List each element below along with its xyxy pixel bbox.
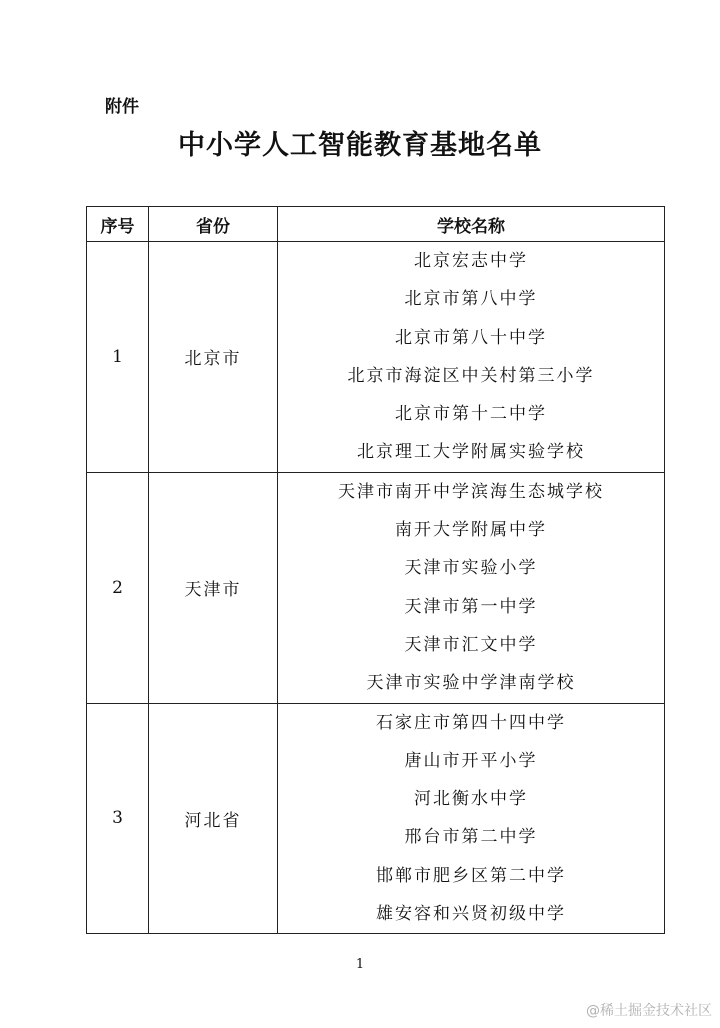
school-name: 北京市第八中学	[404, 289, 538, 310]
school-name: 北京理工大学附属实验学校	[357, 442, 585, 463]
school-name: 石家庄市第四十四中学	[376, 712, 566, 733]
school-list	[278, 703, 665, 934]
school-list	[278, 472, 665, 703]
school-name: 天津市汇文中学	[404, 634, 538, 655]
row-index: 2	[87, 472, 149, 703]
school-name: 天津市第一中学	[404, 596, 538, 617]
attachment-label: 附件	[105, 97, 139, 117]
school-name: 天津市南开中学滨海生态城学校	[338, 481, 604, 502]
row-province: 北京市	[149, 242, 278, 473]
row-province: 天津市	[149, 472, 278, 703]
school-name: 天津市实验中学津南学校	[366, 673, 576, 694]
school-list-table	[86, 206, 665, 934]
table-row	[87, 472, 665, 703]
school-name: 南开大学附属中学	[395, 520, 547, 541]
school-list	[278, 242, 665, 473]
column-header-school: 学校名称	[278, 207, 665, 242]
school-name: 天津市实验小学	[404, 558, 538, 579]
table-header-row	[87, 207, 665, 242]
page-number: 1	[355, 957, 365, 972]
school-name: 北京宏志中学	[414, 251, 528, 271]
row-index: 3	[87, 703, 149, 934]
school-name: 邢台市第二中学	[404, 827, 538, 848]
school-name: 雄安容和兴贤初级中学	[376, 904, 566, 925]
watermark: @稀土掘金技术社区	[586, 1003, 712, 1019]
school-name: 北京市第十二中学	[395, 404, 547, 425]
school-name: 邯郸市肥乡区第二中学	[376, 865, 566, 886]
table-row	[87, 242, 665, 473]
table-row	[87, 703, 665, 934]
column-header-province: 省份	[149, 207, 278, 242]
document-title: 中小学人工智能教育基地名单	[178, 130, 542, 161]
column-header-index: 序号	[87, 207, 149, 242]
row-index: 1	[87, 242, 149, 473]
row-province: 河北省	[149, 703, 278, 934]
school-name: 北京市第八十中学	[395, 327, 547, 348]
school-name: 唐山市开平小学	[404, 750, 538, 771]
school-name: 北京市海淀区中关村第三小学	[347, 365, 595, 386]
school-name: 河北衡水中学	[414, 789, 528, 810]
